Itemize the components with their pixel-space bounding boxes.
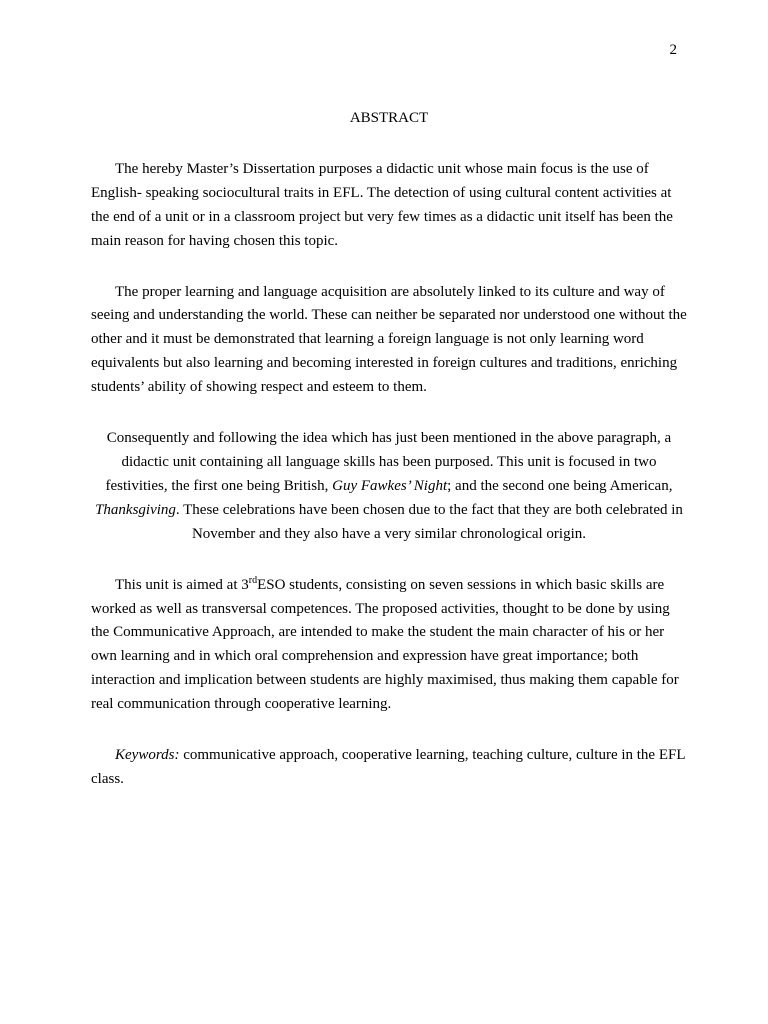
keywords-paragraph [91, 744, 687, 792]
abstract-paragraph-2: The proper learning and language acquisition are absolutely linked to its culture and way of seeing and understanding the world. These can neither be separated nor understood one without the other and it must be demonstrated that learning a foreign language is not only learning word equivalents but also learning and becoming interested in foreign cultures and traditions, enriching students’ ability of showing respect and esteem to them. [91, 283, 687, 396]
abstract-paragraph-1: The hereby Master’s Dissertation purposes a didactic unit whose main focus is the use of English- speaking sociocultural traits in EFL. The detection of using cultural content activities at the end of a unit or in a classroom project but very few times as a didactic unit itself has been the main reason for having chosen this topic. [91, 160, 673, 249]
paragraph-4-text-2: ESO students, consisting on seven sessions in which basic skills are worked as well as transversal competences. The proposed activities, thought to be done by using the Communicative Approach, are intended to make the student the main character of his or her own learning and in which oral comprehension and expression have great importance; both interaction and implication between students are highly maximised, thus making them capable for real communication through cooperative learning. [91, 576, 679, 713]
paragraph-4-text-1: This unit is aimed at 3 [115, 576, 249, 593]
abstract-heading: ABSTRACT [349, 110, 429, 126]
document-body [91, 107, 687, 819]
page-number: 2 [669, 42, 677, 58]
paragraph-3-text-1: Consequently and following the idea which has just been mentioned in the above paragraph, a didactic unit containing all language skills has been purposed. This unit is focused in two festivities, the first one being British, [105, 430, 672, 494]
keywords-label: Keywords: [115, 747, 180, 764]
abstract-paragraph-4 [91, 574, 687, 717]
festivity-british: Guy Fawkes’ Night [332, 477, 448, 494]
keywords-text: communicative approach, cooperative learning, teaching culture, culture in the EFL class. [91, 747, 685, 787]
abstract-paragraph-3 [91, 427, 687, 547]
paragraph-3-text-3: . These celebrations have been chosen due to the fact that they are both celebrated in November and they also have a very similar chronological origin. [175, 501, 683, 542]
festivity-american: Thanksgiving [95, 501, 176, 518]
paragraph-3-text-2: ; and the second one being American [447, 477, 669, 494]
ordinal-superscript: rd [248, 574, 258, 586]
paragraph-3-comma: , [668, 477, 673, 494]
